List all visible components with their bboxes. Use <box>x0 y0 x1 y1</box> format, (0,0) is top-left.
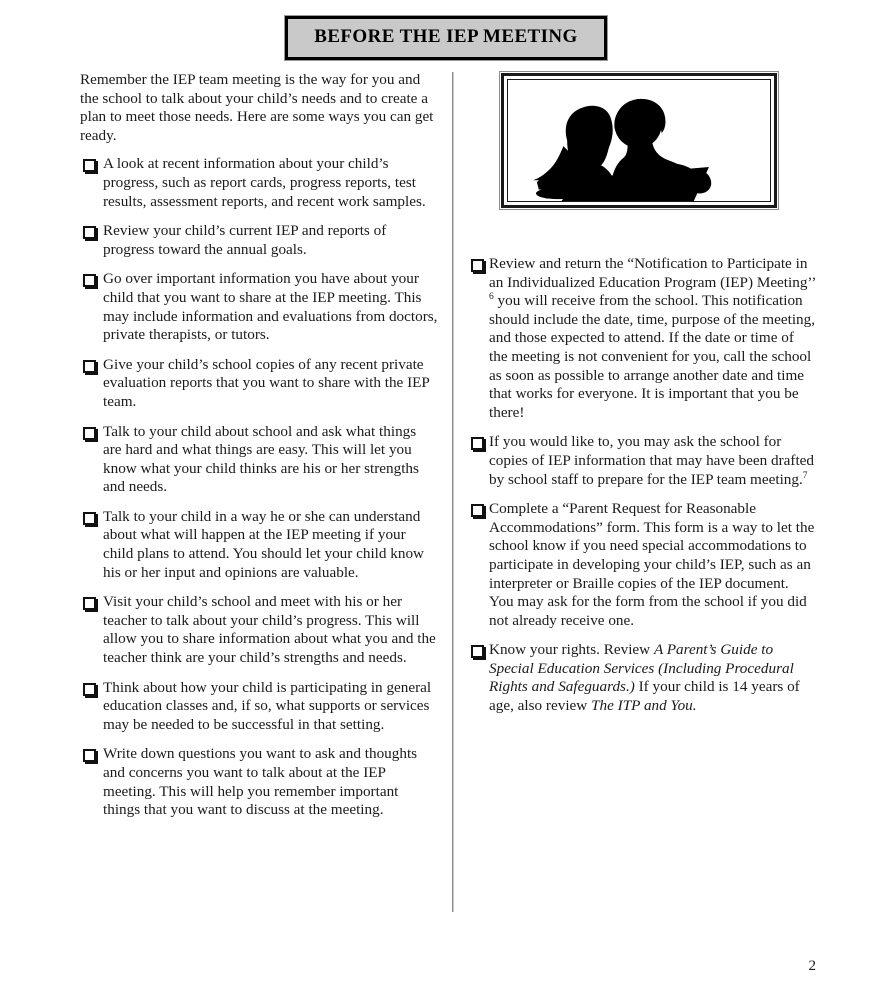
list-item-label: Think about how your child is participating in general education classes and, if so, what supports or services may be needed to be successful in that setting. <box>103 678 432 733</box>
list-item-label: Talk to your child about school and ask what things are hard and what things are easy. This will let you know what your child thinks are his or her strengths and needs. <box>103 422 419 496</box>
list-item[interactable] <box>80 593 438 667</box>
list-item-label: Visit your child’s school and meet with his or her teacher to talk about your child’s progress. This will allow you to share information about what you and the teacher think are your child’s strengths and needs. <box>103 593 436 667</box>
illustration-canvas <box>507 79 771 202</box>
checkbox-icon[interactable] <box>471 504 484 517</box>
list-item-label: Give your child’s school copies of any recent private evaluation reports that you want to share with the IEP team. <box>103 355 430 410</box>
checkbox-icon[interactable] <box>83 159 96 172</box>
list-item[interactable] <box>80 679 438 735</box>
list-item-label: Talk to your child in a way he or she can understand about what will happen at the IEP meeting if your child plans to attend. You should let your child know his or her input and opinions are valuable. <box>103 507 425 581</box>
list-item[interactable] <box>468 500 816 630</box>
page-title: BEFORE THE IEP MEETING <box>314 26 578 47</box>
checkbox-icon[interactable] <box>83 512 96 525</box>
list-item-label: Write down questions you want to ask and thoughts and concerns you want to talk about at the IEP meeting. This will help you remember important things that you want to discuss at the meeting. <box>103 745 418 819</box>
intro-paragraph: Remember the IEP team meeting is the way for you and the school to talk about your child’s needs and to create a plan to meet those needs. Here are some ways you can get ready. <box>80 71 434 144</box>
list-item-label: A look at recent information about your child’s progress, such as report cards, progress reports, test results, assessment reports, and recent work samples. <box>103 155 426 210</box>
right-checklist <box>468 255 816 716</box>
page-header <box>0 16 892 60</box>
checkbox-icon[interactable] <box>471 645 484 658</box>
list-item[interactable] <box>80 270 438 344</box>
text-run: Complete a “Parent Request for Reasonable Accommodations” form. This form is a way to let the school know if you need special accommodations to participate in developing your child’s IEP, such as an interpreter or Braille copies of the IEP document. You may ask for the form from the school if you did not already receive one. <box>489 500 815 629</box>
text-run: you will receive from the school. This notification should include the date, time, purpose of the meeting, and those expected to attend. If the date or time of the meeting is not convenient for you, call the school as soon as possible to arrange another date and time that works for everyone. It is important that you be there! <box>489 292 816 421</box>
list-item[interactable] <box>80 222 438 259</box>
checkbox-icon[interactable] <box>83 597 96 610</box>
text-run: If your child is 14 years of age, also review <box>489 678 800 715</box>
list-item[interactable] <box>468 641 816 715</box>
list-item[interactable] <box>468 433 816 489</box>
list-item-label <box>489 500 816 630</box>
text-run: If you would like to, you may ask the school for copies of IEP information that may have been drafted by school staff to prepare for the IEP team meeting. <box>489 433 815 488</box>
list-item[interactable] <box>80 356 438 412</box>
list-item[interactable] <box>80 745 438 819</box>
text-run: Know your rights. Review <box>489 641 654 659</box>
footnote-marker: 6 <box>489 292 494 303</box>
illustration-frame <box>501 73 777 208</box>
column-divider <box>452 72 454 912</box>
list-item-label: Review your child’s current IEP and reports of progress toward the annual goals. <box>103 222 387 258</box>
list-item[interactable] <box>80 155 438 211</box>
list-item[interactable] <box>80 423 438 497</box>
list-item-label <box>489 433 816 489</box>
two-people-at-table-silhouette-icon <box>508 80 770 201</box>
publication-title: The ITP and You. <box>591 697 697 715</box>
list-item-label: Go over important information you have about your child that you want to share at the IEP meeting. This may include information and evaluations from doctors, private therapists, or tutors. <box>103 270 438 344</box>
checkbox-icon[interactable] <box>83 274 96 287</box>
checkbox-icon[interactable] <box>83 427 96 440</box>
header-banner-box <box>285 16 606 60</box>
list-item[interactable] <box>468 255 816 422</box>
right-column <box>468 255 816 727</box>
checkbox-icon[interactable] <box>83 360 96 373</box>
checkbox-icon[interactable] <box>83 226 96 239</box>
text-run: Review and return the “Notification to Participate in an Individualized Education Program (IEP) Meeting’’ <box>489 255 816 291</box>
page-number: 2 <box>808 958 816 974</box>
footnote-marker: 7 <box>802 470 808 481</box>
publication-title: A Parent’s Guide to Special Education Services (Including Procedural Rights and Safeguards.) <box>489 641 794 696</box>
list-item[interactable] <box>80 508 438 582</box>
checkbox-icon[interactable] <box>83 749 96 762</box>
checkbox-icon[interactable] <box>471 437 484 450</box>
checkbox-icon[interactable] <box>471 259 484 272</box>
list-item-label <box>489 255 816 422</box>
left-column <box>80 71 438 831</box>
left-checklist <box>80 155 438 819</box>
checkbox-icon[interactable] <box>83 683 96 696</box>
list-item-label <box>489 641 816 715</box>
